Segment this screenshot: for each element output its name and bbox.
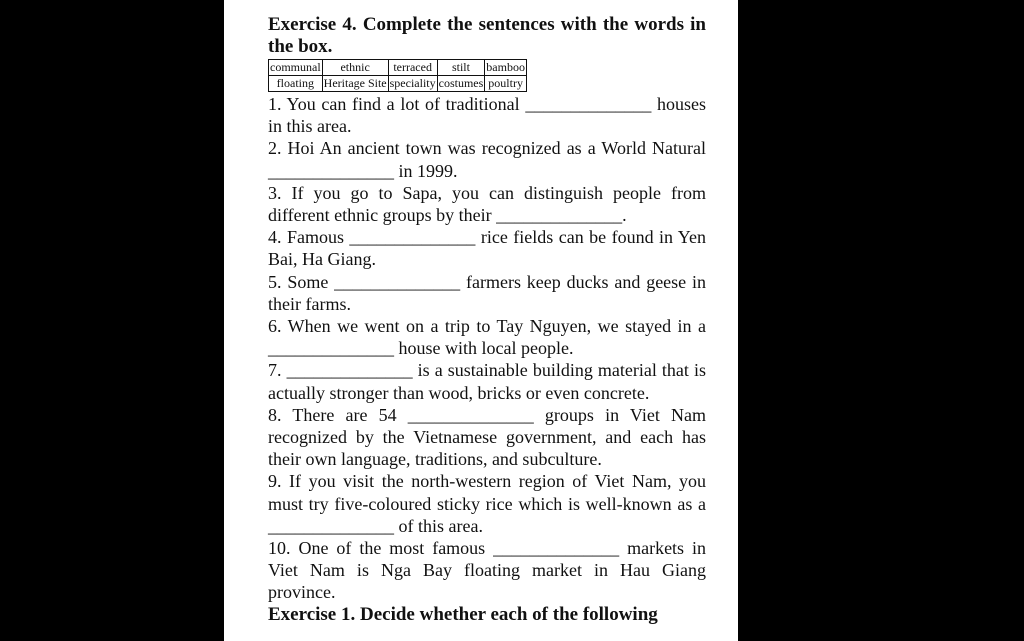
word-box-cell: ethnic: [322, 60, 388, 76]
word-box-row: [269, 60, 527, 76]
sentence-text-before: 5. Some: [268, 271, 335, 292]
sentence-text-before: 8. There are 54: [268, 404, 408, 425]
word-box: [268, 59, 527, 92]
sentence-item: [268, 271, 706, 315]
sentence-text-before: 7.: [268, 360, 287, 381]
sentence-text-after: of this area.: [394, 515, 483, 536]
word-box-cell: stilt: [437, 60, 485, 76]
sentence-item: [268, 404, 706, 471]
sentence-text-after: .: [622, 205, 627, 226]
answer-blank[interactable]: ______________: [334, 271, 461, 292]
sentence-text-before: 3. If you go to Sapa, you can distinguish people from different ethnic groups by their: [268, 182, 706, 226]
sentence-item: [268, 470, 706, 537]
word-box-cell: bamboo: [486, 60, 525, 74]
sentence-text-after: farmers keep ducks and geese in their farms.: [268, 271, 706, 314]
sentence-text-after: groups in Viet Nam recognized by the Vietnamese government, and each has their own language, traditions, and subculture.: [268, 404, 706, 470]
answer-blank[interactable]: ______________: [349, 227, 476, 248]
word-box-cell: costumes: [438, 76, 484, 90]
sentence-list: [268, 93, 706, 604]
sentence-text-before: 9. If you visit the north-western region of Viet Nam, you must try five-coloured sticky rice which is well-known as a: [268, 471, 706, 514]
sentence-item: [268, 93, 706, 137]
word-box-cell: speciality: [389, 76, 436, 90]
answer-blank[interactable]: ______________: [407, 404, 534, 425]
sentence-text-before: 10. One of the most famous: [268, 538, 494, 559]
answer-blank[interactable]: ______________: [496, 205, 623, 226]
sentence-text-before: 1. You can find a lot of traditional: [268, 94, 526, 114]
answer-blank[interactable]: ______________: [268, 160, 394, 181]
sentence-item: [268, 359, 706, 403]
word-box-cell: floating: [269, 76, 323, 92]
sentence-text-after: in 1999.: [394, 160, 458, 181]
word-box-cell: Heritage Site: [323, 76, 387, 90]
sentence-text-after: rice fields can be found in Yen Bai, Ha Giang.: [268, 227, 706, 270]
sentence-item: [268, 537, 706, 604]
sentence-text-after: houses in this area.: [268, 94, 706, 137]
sentence-item: [268, 226, 706, 270]
answer-blank[interactable]: ______________: [525, 94, 652, 114]
next-exercise-heading: Exercise 1. Decide whether each of the following: [268, 603, 658, 625]
sentence-item: [268, 137, 706, 181]
sentence-text-after: is a sustainable building material that is actually stronger than wood, bricks or even concrete.: [268, 360, 706, 403]
sentence-item: [268, 315, 706, 359]
sentence-text-after: markets in Viet Nam is Nga Bay floating market in Hau Giang province.: [268, 538, 707, 603]
sentence-text-before: 6. When we went on a trip to Tay Nguyen, we stayed in a: [268, 316, 706, 337]
exercise-content: [268, 14, 706, 626]
document-page: [224, 0, 738, 641]
sentence-text-before: 4. Famous: [268, 227, 350, 248]
word-box-cell: terraced: [388, 60, 437, 76]
answer-blank[interactable]: ______________: [268, 515, 394, 536]
word-box-cell: poultry: [485, 76, 527, 92]
answer-blank[interactable]: ______________: [268, 338, 394, 359]
sentence-item: [268, 182, 706, 226]
answer-blank[interactable]: ______________: [493, 538, 620, 559]
sentence-text-after: house with local people.: [394, 338, 574, 359]
answer-blank[interactable]: ______________: [286, 360, 413, 381]
exercise-title: Exercise 4. Complete the sentences with the words in the box.: [268, 14, 706, 57]
word-box-cell: communal: [270, 60, 321, 74]
word-box-row: [269, 76, 527, 92]
sentence-text-before: 2. Hoi An ancient town was recognized as a World Natural: [268, 138, 706, 159]
